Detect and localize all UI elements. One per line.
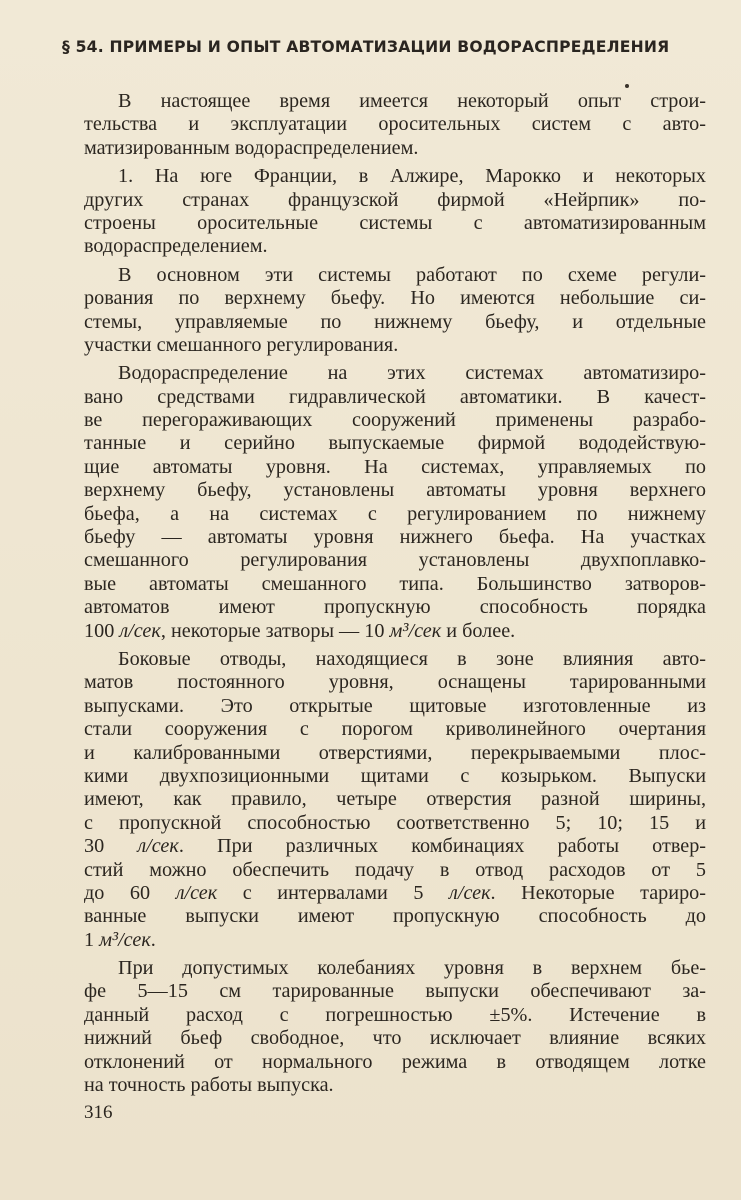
text-line: 100 л/сек, некоторые затворы — 10 м³/сек и более. [84, 619, 516, 642]
text-line: отклонений от нормального режима в отводящем лотке [84, 1050, 706, 1073]
text-line: на точность работы выпуска. [84, 1074, 334, 1097]
text-line: выпусками. Это открытые щитовые изготовленные из [84, 694, 706, 717]
text-line: тельства и эксплуатации оросительных систем с авто- [84, 113, 706, 136]
paragraph [84, 264, 706, 358]
text-line: смешанного регулирования установлены двухпоплавко- [84, 549, 706, 572]
paragraph [84, 90, 706, 160]
text-line: строены оросительные системы с автоматизированным [84, 211, 706, 234]
text-line: бьефу — автоматы уровня нижнего бьефа. На участках [84, 526, 706, 549]
text-line: кими двухпозиционными щитами с козырьком. Выпуски [84, 764, 706, 787]
text-line: бьефа, а на системах с регулированием по нижнему [84, 502, 706, 525]
text-line: вано средствами гидравлической автоматики. В качест- [84, 385, 706, 408]
print-speck [625, 84, 629, 88]
text-line: имеют, как правило, четыре отверстия разной ширины, [84, 788, 706, 811]
text-line: При допустимых колебаниях уровня в верхнем бье- [118, 957, 706, 980]
text-line: стемы, управляемые по нижнему бьефу, и отдельные [84, 310, 706, 333]
text-line: других странах французской фирмой «Нейрпик» по- [84, 188, 706, 211]
text-line: стий можно обеспечить подачу в отвод расходов от 5 [84, 858, 706, 881]
text-line: ванные выпуски имеют пропускную способность до [84, 905, 706, 928]
text-line: В настоящее время имеется некоторый опыт строи- [118, 90, 706, 112]
text-line: танные и серийно выпускаемые фирмой вододействую- [84, 432, 706, 455]
text-line: стали сооружения с порогом криволинейного очертания [84, 718, 706, 741]
text-line: щие автоматы уровня. На системах, управляемых по [84, 455, 706, 478]
page-number: 316 [84, 1102, 113, 1123]
text-line: автоматов имеют пропускную способность порядка [84, 596, 706, 619]
paragraph [84, 362, 706, 643]
section-heading: § 54. ПРИМЕРЫ И ОПЫТ АВТОМАТИЗАЦИИ ВОДОРАСПРЕДЕЛЕНИЯ [62, 38, 670, 56]
text-line: матов постоянного уровня, оснащены тарированными [84, 671, 706, 694]
text-line: 30 л/сек. При различных комбинациях работы отвер- [84, 835, 706, 858]
text-line: вые автоматы смешанного типа. Большинство затворов- [84, 572, 706, 595]
text-line: и калиброванными отверстиями, перекрываемыми плос- [84, 741, 706, 764]
text-line: нижний бьеф свободное, что исключает влияние всяких [84, 1027, 706, 1050]
text-line: рования по верхнему бьефу. Но имеются небольшие си- [84, 287, 706, 310]
text-line: Боковые отводы, находящиеся в зоне влияния авто- [118, 647, 706, 670]
paragraph [84, 165, 706, 259]
text-line: верхнему бьефу, установлены автоматы уровня верхнего [84, 479, 706, 502]
text-line: матизированным водораспределением. [84, 136, 419, 159]
paragraph [84, 957, 706, 1097]
text-line: до 60 л/сек с интервалами 5 л/сек. Некоторые тариро- [84, 881, 706, 904]
text-line: фе 5—15 см тарированные выпуски обеспечивают за- [84, 980, 706, 1003]
text-line: с пропускной способностью соответственно 5; 10; 15 и [84, 811, 706, 834]
text-line: данный расход с погрешностью ±5%. Истечение в [84, 1003, 706, 1026]
text-line: 1. На юге Франции, в Алжире, Марокко и некоторых [118, 165, 706, 188]
text-line: участки смешанного регулирования. [84, 333, 399, 356]
text-line: водораспределением. [84, 235, 268, 258]
text-line: Водораспределение на этих системах автоматизиро- [118, 362, 706, 385]
paragraph [84, 648, 706, 952]
body-text [84, 90, 706, 1097]
text-line: В основном эти системы работают по схеме регули- [118, 263, 706, 286]
text-line: ве перегораживающих сооружений применены разрабо- [84, 409, 706, 432]
text-line: 1 м³/сек. [84, 928, 156, 951]
